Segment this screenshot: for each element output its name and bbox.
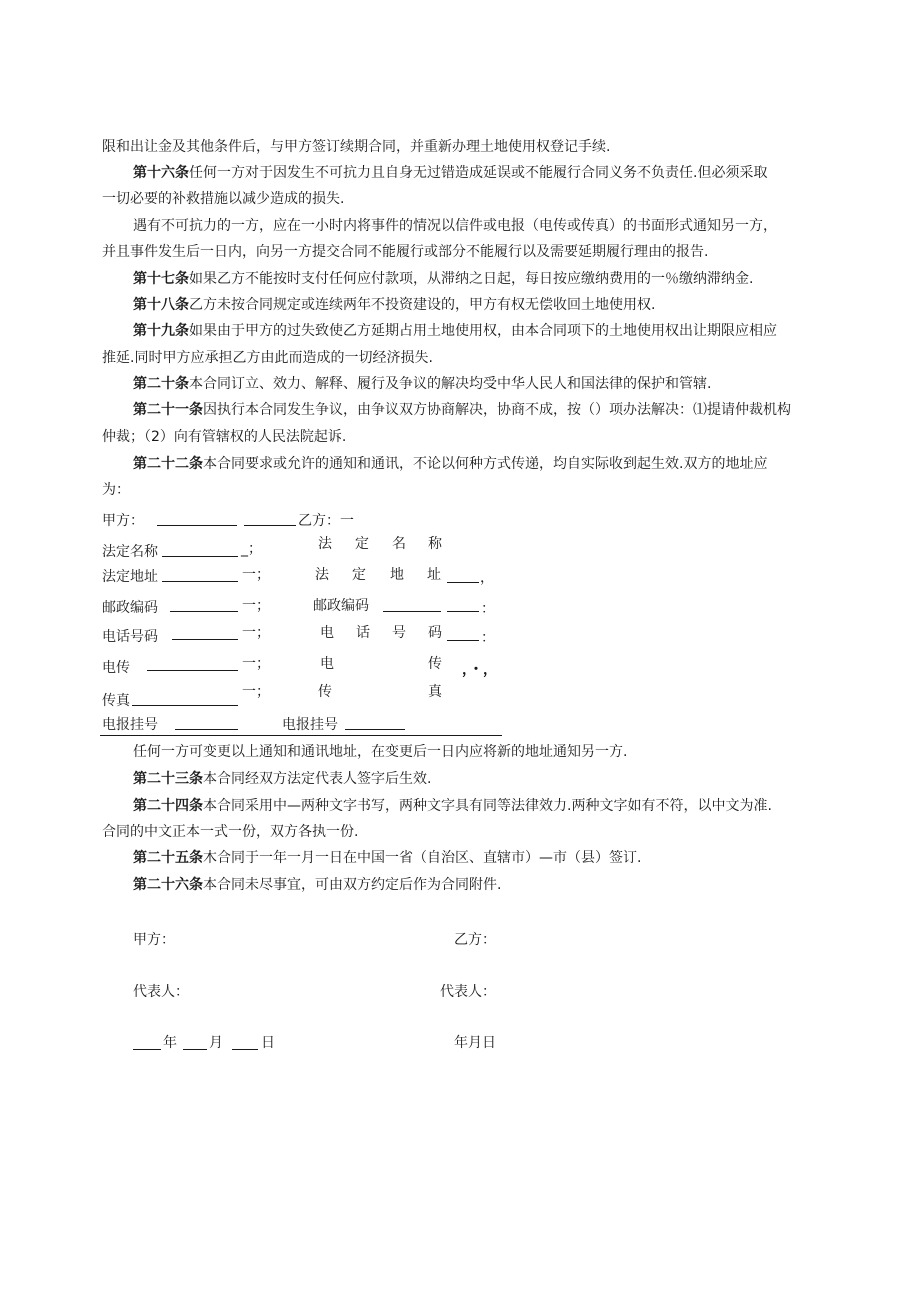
legal-address-char: 址 (427, 567, 441, 583)
fax-blank[interactable] (132, 692, 238, 706)
month-blank[interactable] (183, 1036, 207, 1050)
legal-name-blank[interactable] (162, 543, 238, 557)
em-semicolon: 一； (242, 684, 270, 700)
force-majeure-cont (102, 243, 708, 261)
telegraph-b-label: 电报挂号 (282, 717, 338, 733)
article-title: 第二十五条 (133, 850, 203, 866)
article-title: 第二十一条 (133, 402, 203, 418)
article-20 (133, 375, 711, 393)
legal-name-label: 法定名称 (102, 544, 158, 560)
text: 如果由于甲方的过失致使乙方延期占用土地使用权，由本合同项下的土地使用权出让期限应相应 (189, 323, 777, 339)
fax-label: 传真 (102, 693, 130, 709)
legal-name-char: 法 (318, 536, 332, 552)
text: 并且事件发生后一日内，向另一方提交合同不能履行或部分不能履行以及需要延期履行理由的报告. (102, 244, 709, 260)
day-blank[interactable] (232, 1036, 258, 1050)
em-semicolon: 一； (242, 656, 270, 672)
legal-address-char: 定 (352, 567, 366, 583)
date-b: 年月日 (454, 1035, 496, 1051)
party-b-label: 乙方：一 (298, 513, 354, 529)
postal-code-b-blank[interactable] (383, 598, 441, 612)
article-title: 第二十三条 (133, 771, 203, 787)
legal-address-char: 法 (315, 567, 329, 583)
day-label: 日 (261, 1035, 275, 1051)
postal-code-b-blank-2[interactable] (447, 598, 479, 612)
telephone-label: 电话号码 (102, 629, 158, 645)
article-16-cont (102, 190, 344, 208)
divider-line (100, 735, 502, 736)
text: 合同的中文正本一式一份，双方各执一份. (102, 824, 359, 840)
punct: ，・， (462, 662, 497, 678)
month-label: 月 (209, 1035, 223, 1051)
telephone-char: 号 (392, 625, 406, 641)
article-26 (133, 876, 501, 894)
telephone-char: 话 (356, 625, 370, 641)
text: 为： (102, 482, 130, 498)
signature-party-b: 乙方： (454, 932, 496, 948)
text: 本合同要求或允许的通知和通讯，不论以何种方式传递，均自实际收到起生效.双方的地址应 (203, 456, 768, 472)
party-a-label: 甲方： (102, 513, 144, 529)
article-title: 第二十二条 (133, 456, 203, 472)
postal-code-label: 邮政编码 (102, 600, 158, 616)
telegraph-b-blank[interactable] (345, 716, 405, 730)
text: 任何一方对于因发生不可抗力且自身无过错造成延误或不能履行合同义务不负责任.但必须采取 (189, 165, 768, 181)
article-title: 第二十六条 (133, 877, 203, 893)
article-19-cont (102, 349, 433, 367)
legal-address-blank[interactable] (162, 568, 238, 582)
text: 木合同于一年一月一日在中国一省（自治区、直辖市）—市（县）签订. (203, 850, 642, 866)
legal-address-label: 法定地址 (102, 569, 158, 585)
article-25 (133, 849, 641, 867)
text: 本合同订立、效力、解释、履行及争议的解决均受中华人民人和国法律的保护和管辖. (189, 376, 712, 392)
text: 仲裁；（2）向有管辖权的人民法院起诉. (102, 429, 347, 445)
paragraph-continuation (102, 138, 610, 156)
text: 推延.同时甲方应承担乙方由此而造成的一切经济损失. (102, 350, 433, 366)
text: 本合同经双方法定代表人签字后生效. (203, 771, 432, 787)
legal-name-char: 称 (428, 536, 442, 552)
legal-address-char: 地 (390, 567, 404, 583)
text: 本合同未尽事宜，可由双方约定后作为合同附件. (203, 877, 502, 893)
party-a-blank[interactable] (157, 512, 237, 526)
year-label: 年 (163, 1035, 177, 1051)
representative-a: 代表人： (133, 984, 189, 1000)
text: 任何一方可变更以上通知和通讯地址，在变更后一日内应将新的地址通知另一方. (133, 744, 628, 760)
article-title: 第十七条 (133, 271, 189, 287)
legal-address-b-blank[interactable] (447, 569, 479, 583)
article-title: 第十六条 (133, 165, 189, 181)
punct: ： (481, 601, 495, 617)
party-a-blank-2[interactable] (244, 512, 296, 526)
article-18 (133, 296, 655, 314)
article-16 (133, 164, 767, 182)
change-notice (133, 743, 627, 761)
em-semicolon: 一； (242, 625, 270, 641)
telephone-blank[interactable] (172, 626, 238, 640)
representative-b: 代表人： (440, 984, 496, 1000)
em-semicolon: 一； (242, 598, 270, 614)
punct: ： (481, 630, 495, 646)
article-24 (133, 797, 772, 815)
postal-code-blank[interactable] (170, 598, 238, 612)
punct: ， (480, 570, 494, 586)
article-24-cont (102, 823, 358, 841)
text: 如果乙方不能按时支付任何应付款项，从滞纳之日起，每日按应缴纳费用的一％缴纳滞纳金. (189, 271, 754, 287)
telephone-b-blank[interactable] (447, 627, 479, 641)
telex-label: 电传 (102, 660, 130, 676)
text: 限和出让金及其他条件后，与甲方签订续期合同，并重新办理土地使用权登记手续. (102, 139, 611, 155)
article-17 (133, 270, 753, 288)
telephone-char: 电 (320, 625, 334, 641)
text: 乙方未按合同规定或连续两年不投资建设的，甲方有权无偿收回土地使用权. (189, 297, 656, 313)
article-title: 第二十条 (133, 376, 189, 392)
article-22 (133, 455, 767, 473)
article-title: 第二十四条 (133, 798, 203, 814)
text: 遇有不可抗力的一方，应在一小时内将事件的情况以信件或电报（电传或传真）的书面形式通知另一方， (133, 218, 777, 234)
telephone-char: 码 (428, 625, 442, 641)
legal-name-char: 定 (355, 536, 369, 552)
year-blank[interactable] (133, 1036, 161, 1050)
text: 本合同采用中—两种文字书写，两种文字具有同等法律效力.两种文字如有不符，以中文为准. (203, 798, 772, 814)
article-23 (133, 770, 431, 788)
telegraph-label: 电报挂号 (102, 717, 158, 733)
article-22-cont (102, 481, 130, 499)
fax-char: 传 (318, 684, 332, 700)
em-semicolon: 一； (242, 567, 270, 583)
telex-char: 传 (428, 656, 442, 672)
article-21 (133, 401, 791, 419)
text: 因执行本合同发生争议，由争议双方协商解决，协商不成，按（）项办法解决：⑴提请仲裁机构 (203, 402, 791, 418)
text: 一切必要的补救措施以减少造成的损失. (102, 191, 345, 207)
fax-char: 真 (428, 684, 442, 700)
telex-blank[interactable] (147, 657, 238, 671)
legal-name-char: 名 (392, 536, 406, 552)
signature-party-a: 甲方： (133, 932, 175, 948)
article-title: 第十八条 (133, 297, 189, 313)
dash-semicolon: _； (241, 541, 262, 557)
telex-char: 电 (320, 656, 334, 672)
article-title: 第十九条 (133, 323, 189, 339)
article-21-cont (102, 428, 346, 446)
telegraph-blank[interactable] (175, 716, 238, 730)
postal-code-b-label: 邮政编码 (313, 598, 369, 614)
article-19 (133, 322, 777, 340)
force-majeure-paragraph (133, 217, 777, 235)
